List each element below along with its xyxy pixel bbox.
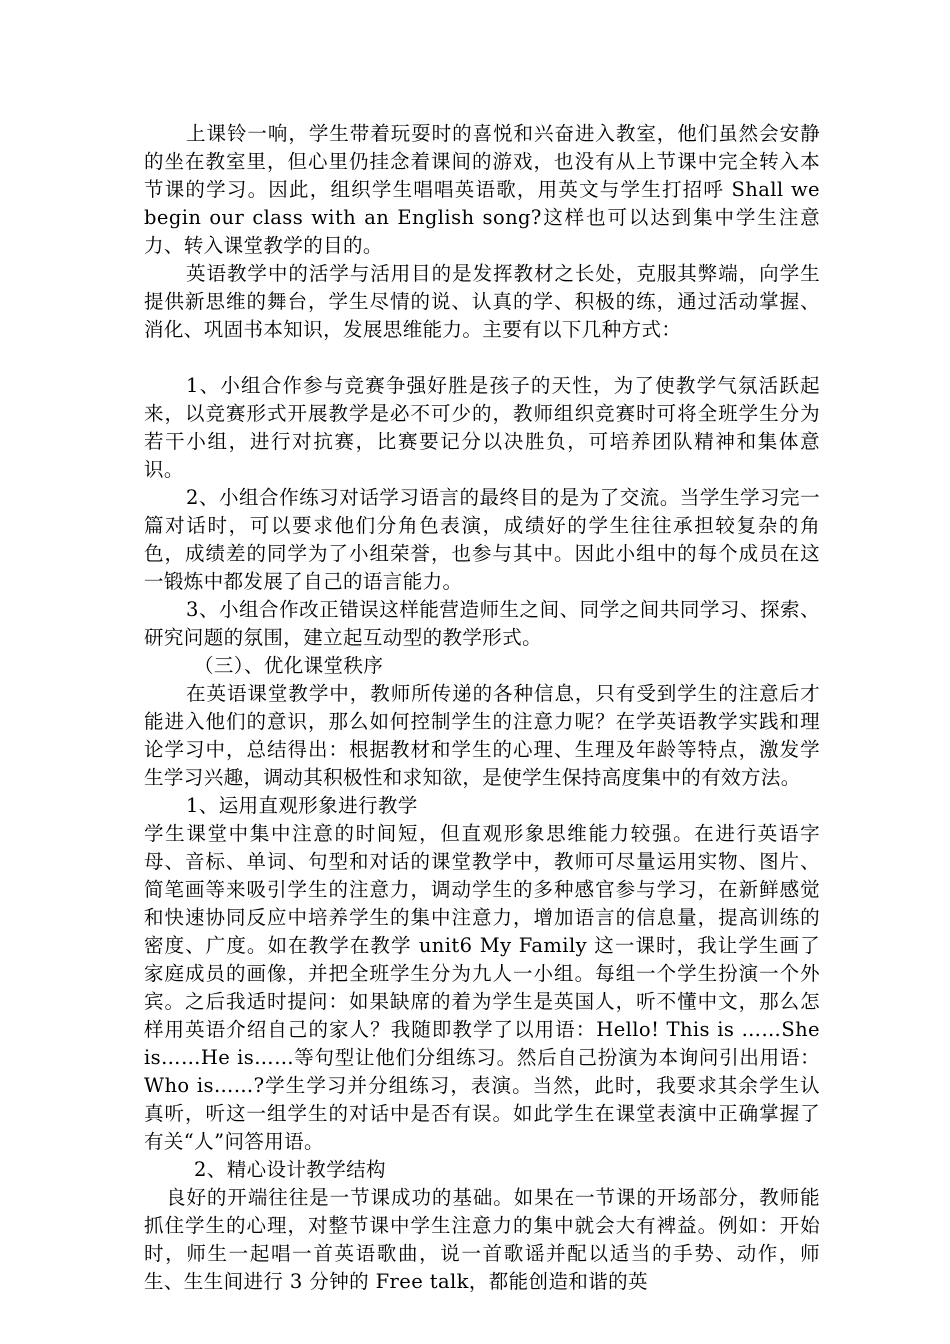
document-page bbox=[144, 120, 820, 1296]
paragraph-item-correction: 3、小组合作改正错误这样能营造师生之间、同学之间共同学习、探索、研究问题的氛围，建立起互动型的教学形式。 bbox=[144, 598, 820, 649]
paragraph-item-competition: 1、小组合作参与竞赛争强好胜是孩子的天性，为了使教学气氛活跃起来，以竞赛形式开展教学是必不可少的，教师组织竞赛时可将全班学生分为若干小组，进行对抗赛，比赛要记分以决胜负，可培养团队精神和集体意识。 bbox=[144, 374, 820, 481]
subheading-visual-teaching: 1、运用直观形象进行教学 bbox=[186, 794, 418, 817]
blank-line bbox=[144, 344, 820, 372]
paragraph-teaching-structure: 良好的开端往往是一节课成功的基础。如果在一节课的开场部分，教师能抓住学生的心理，对整节课中学生注意力的集中就会大有裨益。例如：开始时，师生一起唱一首英语歌曲，说一首歌谣并配以适当的手势、动作，师生、生生间进行 3 分钟的 Free talk，都能创造和谐的英 bbox=[144, 1186, 820, 1293]
paragraph-visual-teaching: 学生课堂中集中注意的时间短，但直观形象思维能力较强。在进行英语字母、音标、单词、句型和对话的课堂教学中，教师可尽量运用实物、图片、简笔画等来吸引学生的注意力，调动学生的多种感官参与学习，在新鲜感觉和快速协同反应中培养学生的集中注意力，增加语言的信息量，提高训练的密度、广度。如在教学在教学 unit6 My Family 这一课时，我让学生画了家庭成员的画像，并把全班学生分为九人一小组。每组一个学生扮演一个外宾。之后我适时提问：如果缺席的着为学生是英国人，听不懂中文，那么怎样用英语介绍自己的家人？我随即教学了以用语：Hello! This is ……She is……He is……等句型让他们分组练习。然后自己扮演为本询问引出用语：Who is……?学生学习并分组练习，表演。当然，此时，我要求其余学生认真听，听这一组学生的对话中是否有误。如此学生在课堂表演中正确掌握了有关“人”问答用语。 bbox=[144, 822, 820, 1153]
paragraph-attention-control: 在英语课堂教学中，教师所传递的各种信息，只有受到学生的注意后才能进入他们的意识，那么如何控制学生的注意力呢？在学英语教学实践和理论学习中，总结得出：根据教材和学生的心理、生理及年龄等特点，激发学生学习兴趣，调动其积极性和求知欲，是使学生保持高度集中的有效方法。 bbox=[144, 682, 820, 789]
subheading-teaching-structure: 2、精心设计教学结构 bbox=[194, 1158, 386, 1181]
paragraph-active-learning: 英语教学中的活学与活用目的是发挥教材之长处，克服其弊端，向学生提供新思维的舞台，学生尽情的说、认真的学、积极的练，通过活动掌握、消化、巩固书本知识，发展思维能力。主要有以下几种方式： bbox=[144, 262, 820, 341]
paragraph-class-start: 上课铃一响，学生带着玩耍时的喜悦和兴奋进入教室，他们虽然会安静的坐在教室里，但心里仍挂念着课间的游戏，也没有从上节课中完全转入本节课的学习。因此，组织学生唱唱英语歌，用英文与学生打招呼 Shall we begin our class with an English song?这样也可以达到集中学生注意力、转入课堂教学的目的。 bbox=[144, 122, 820, 257]
section-heading-classroom-order: （三）、优化课堂秩序 bbox=[194, 654, 384, 677]
paragraph-item-dialogue: 2、小组合作练习对话学习语言的最终目的是为了交流。当学生学习完一篇对话时，可以要求他们分角色表演，成绩好的学生往往承担较复杂的角色，成绩差的同学为了小组荣誉，也参与其中。因此小组中的每个成员在这一锻炼中都发展了自己的语言能力。 bbox=[144, 486, 820, 593]
